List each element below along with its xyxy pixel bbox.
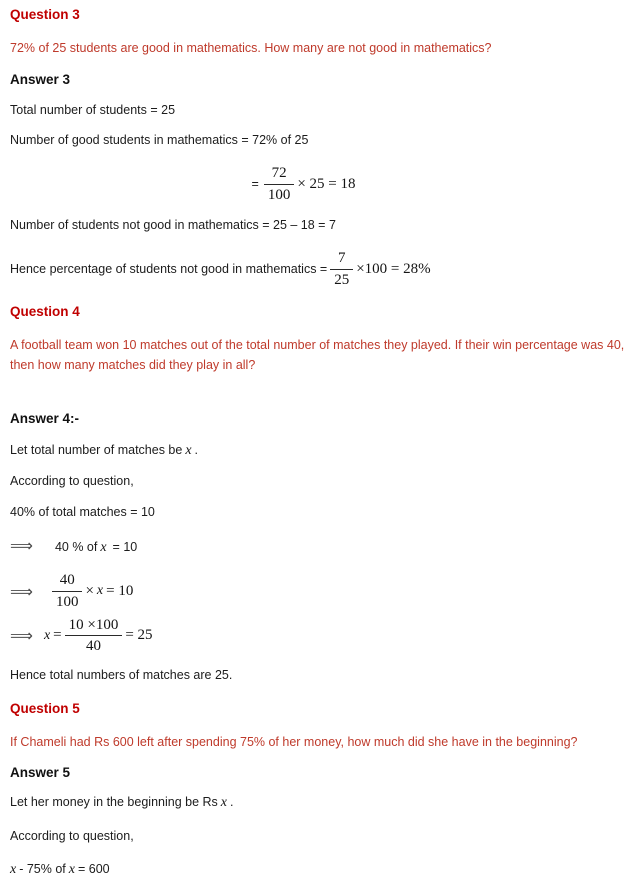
answer-3-formula-1 bbox=[10, 164, 597, 205]
fraction-numerator: 7 bbox=[330, 249, 353, 270]
answer-3-not-good-line: Number of students not good in mathematics = 25 – 18 = 7 bbox=[10, 218, 336, 233]
answer-5-equation-line bbox=[10, 861, 625, 879]
variable-x: x bbox=[96, 583, 104, 599]
fraction-72-100 bbox=[264, 164, 295, 205]
variable-x: x bbox=[220, 795, 227, 811]
variable-x: x bbox=[185, 442, 192, 458]
equation-tail: = 600 bbox=[78, 862, 110, 877]
fraction-numerator: 72 bbox=[264, 164, 295, 185]
answer-4-formula-2 bbox=[10, 616, 625, 657]
question-3-text: 72% of 25 students are good in mathematics. How many are not good in mathematics? bbox=[10, 41, 492, 55]
fraction-numerator: 10 ×100 bbox=[65, 616, 123, 637]
implies-arrow-icon: ⟹ bbox=[10, 581, 33, 601]
fraction-10x100-40 bbox=[65, 616, 123, 657]
formula-tail: = 10 bbox=[106, 582, 134, 599]
document-page bbox=[10, 7, 625, 879]
equation-mid-text: - 75% of bbox=[19, 862, 66, 877]
implies-arrow-icon: ⟹ bbox=[10, 535, 33, 555]
question-5-text: If Chameli had Rs 600 left after spending 75% of her money, how much did she have in the beginning? bbox=[10, 734, 578, 749]
question-4-section bbox=[10, 304, 625, 684]
answer-3-total-line: Total number of students = 25 bbox=[10, 102, 176, 117]
let-line-period: . bbox=[194, 442, 199, 457]
percent-line-text: Hence percentage of students not good in mathematics = bbox=[10, 262, 328, 277]
answer-5-heading: Answer 5 bbox=[10, 765, 71, 781]
answer-4-hence-line: Hence total numbers of matches are 25. bbox=[10, 668, 233, 682]
equals-sign: = bbox=[251, 177, 259, 192]
answer-3-good-line: Number of good students in mathematics = 72% of 25 bbox=[10, 133, 309, 148]
answer-5-let-line bbox=[10, 794, 625, 812]
answer-4-matches-line: 40% of total matches = 10 bbox=[10, 504, 155, 519]
question-5-heading: Question 5 bbox=[10, 700, 80, 716]
answer-4-formula-1 bbox=[10, 571, 625, 612]
multiply-sign: × bbox=[85, 582, 94, 599]
answer-4-heading: Answer 4:- bbox=[10, 410, 80, 426]
fraction-7-25 bbox=[330, 249, 353, 290]
answer-4-according-line: According to question, bbox=[10, 474, 134, 489]
answer-5-according-line: According to question, bbox=[10, 828, 134, 843]
answer-4-let-line bbox=[10, 442, 625, 460]
variable-x: x bbox=[68, 862, 75, 878]
question-5-section bbox=[10, 701, 625, 879]
let-line-period: . bbox=[230, 795, 234, 810]
let-line-text: Let total number of matches be bbox=[10, 442, 183, 457]
answer-4-arrow-line bbox=[10, 536, 625, 557]
equals-sign: = bbox=[53, 627, 62, 644]
answer-3-heading: Answer 3 bbox=[10, 71, 71, 87]
fraction-denominator: 40 bbox=[85, 638, 101, 655]
fraction-numerator: 40 bbox=[52, 571, 83, 592]
variable-x: x bbox=[43, 627, 51, 643]
implies-arrow-icon: ⟹ bbox=[10, 626, 33, 646]
fraction-40-100 bbox=[52, 571, 83, 612]
question-3-section bbox=[10, 7, 625, 290]
variable-x: x bbox=[100, 539, 107, 555]
arrow-line-text: 40 % of bbox=[54, 539, 98, 554]
let-line-text: Let her money in the beginning be Rs bbox=[10, 795, 218, 810]
question-4-heading: Question 4 bbox=[10, 303, 80, 319]
formula-tail: = 25 bbox=[125, 627, 153, 644]
formula-tail: ×100 = 28% bbox=[356, 260, 431, 277]
fraction-denominator: 100 bbox=[55, 593, 79, 610]
fraction-denominator: 100 bbox=[267, 186, 291, 203]
variable-x: x bbox=[10, 862, 17, 878]
answer-3-formula-2 bbox=[10, 249, 625, 290]
arrow-line-tail: = 10 bbox=[112, 539, 138, 554]
question-3-heading: Question 3 bbox=[10, 7, 80, 22]
fraction-denominator: 25 bbox=[334, 271, 350, 288]
question-4-text: A football team won 10 matches out of the total number of matches they played. If their win percentage was 40, then how many matches did they play in all? bbox=[10, 337, 625, 373]
formula-tail: × 25 = 18 bbox=[297, 175, 356, 192]
